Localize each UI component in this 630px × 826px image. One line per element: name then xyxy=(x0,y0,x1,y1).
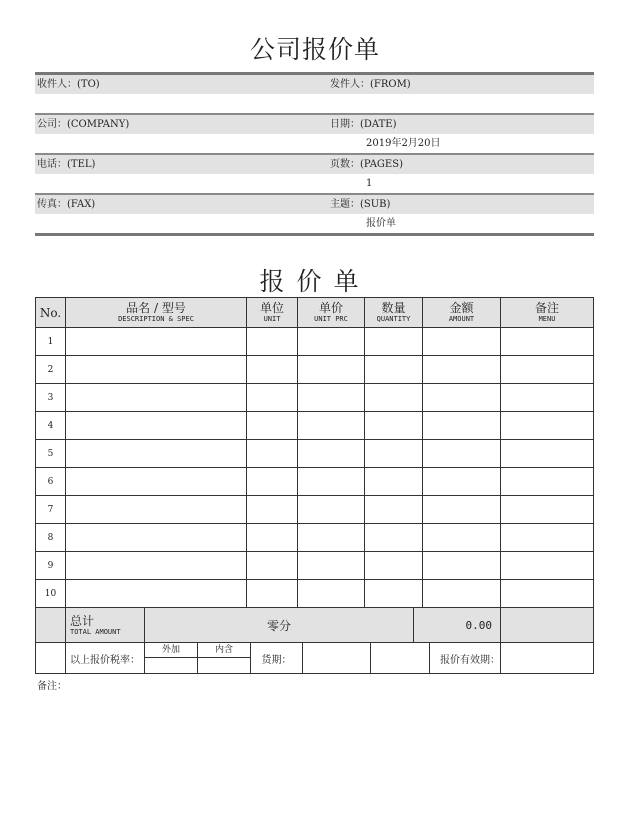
cell-unit-price[interactable] xyxy=(298,356,365,384)
row-number: 7 xyxy=(36,496,66,524)
cell-remark[interactable] xyxy=(501,580,594,608)
cell-amount[interactable] xyxy=(423,580,501,608)
cell-unit[interactable] xyxy=(247,328,298,356)
cell-remark[interactable] xyxy=(501,524,594,552)
cell-quantity[interactable] xyxy=(365,496,423,524)
cell-unit-price[interactable] xyxy=(298,580,365,608)
table-row xyxy=(36,496,594,524)
cell-quantity[interactable] xyxy=(365,468,423,496)
tax-included-value[interactable] xyxy=(197,658,250,673)
cell-unit[interactable] xyxy=(247,468,298,496)
terms-row xyxy=(36,643,594,674)
cell-amount[interactable] xyxy=(423,356,501,384)
validity-label: 报价有效期： xyxy=(429,643,500,673)
cell-remark[interactable] xyxy=(501,356,594,384)
to-label: 收件人：(TO) xyxy=(37,79,100,90)
cell-remark[interactable] xyxy=(501,412,594,440)
cell-quantity[interactable] xyxy=(365,356,423,384)
row-number: 2 xyxy=(36,356,66,384)
header-amount: 金额 AMOUNT xyxy=(423,298,501,328)
total-remark-cell[interactable] xyxy=(501,608,594,643)
cell-amount[interactable] xyxy=(423,412,501,440)
header-no: No. xyxy=(36,298,66,328)
info-row-to-from xyxy=(35,75,594,94)
table-row xyxy=(36,328,594,356)
cell-description[interactable] xyxy=(66,412,247,440)
cell-quantity[interactable] xyxy=(365,552,423,580)
info-row-sub-value xyxy=(35,214,594,233)
cell-remark[interactable] xyxy=(501,440,594,468)
table-header-row xyxy=(36,298,594,328)
row-number: 8 xyxy=(36,524,66,552)
header-description: 品名 / 型号 DESCRIPTION & SPEC xyxy=(66,298,247,328)
validity-value[interactable] xyxy=(501,643,594,674)
info-row-company-date xyxy=(35,113,594,134)
header-quantity: 数量 QUANTITY xyxy=(365,298,423,328)
tax-label: 以上报价税率： xyxy=(70,654,140,666)
info-row-date-value xyxy=(35,134,594,153)
cell-description[interactable] xyxy=(66,328,247,356)
info-bottom-divider xyxy=(35,233,594,236)
cell-unit[interactable] xyxy=(247,384,298,412)
cell-remark[interactable] xyxy=(501,552,594,580)
header-unit-price: 单价 UNIT PRC xyxy=(298,298,365,328)
cell-unit[interactable] xyxy=(247,496,298,524)
cell-description[interactable] xyxy=(66,356,247,384)
cell-description[interactable] xyxy=(66,384,247,412)
cell-unit-price[interactable] xyxy=(298,524,365,552)
table-row xyxy=(36,524,594,552)
cell-unit-price[interactable] xyxy=(298,328,365,356)
row-number: 9 xyxy=(36,552,66,580)
cell-remark[interactable] xyxy=(501,496,594,524)
total-amount: 0.00 xyxy=(413,608,500,642)
row-number: 5 xyxy=(36,440,66,468)
cell-quantity[interactable] xyxy=(365,328,423,356)
row-number: 10 xyxy=(36,580,66,608)
cell-unit[interactable] xyxy=(247,412,298,440)
row-number: 3 xyxy=(36,384,66,412)
sub-label: 主题：(SUB) xyxy=(330,199,391,210)
pages-label: 页数：(PAGES) xyxy=(330,159,403,170)
row-number: 1 xyxy=(36,328,66,356)
sub-value: 报价单 xyxy=(366,218,396,229)
cell-amount[interactable] xyxy=(423,384,501,412)
quote-table xyxy=(35,297,594,674)
table-row xyxy=(36,580,594,608)
cell-unit-price[interactable] xyxy=(298,552,365,580)
cell-description[interactable] xyxy=(66,440,247,468)
cell-unit-price[interactable] xyxy=(298,496,365,524)
cell-unit[interactable] xyxy=(247,356,298,384)
cell-remark[interactable] xyxy=(501,328,594,356)
tax-extra[interactable]: 外加 xyxy=(161,645,180,655)
cell-amount[interactable] xyxy=(423,328,501,356)
cell-unit-price[interactable] xyxy=(298,412,365,440)
cell-description[interactable] xyxy=(66,468,247,496)
cell-description[interactable] xyxy=(66,580,247,608)
fax-label: 传真：(FAX) xyxy=(37,199,96,210)
header-remark: 备注 MENU xyxy=(501,298,594,328)
cell-amount[interactable] xyxy=(423,524,501,552)
remark-label: 备注： xyxy=(37,681,67,692)
cell-description[interactable] xyxy=(66,524,247,552)
sheet-title: 报价单 xyxy=(259,267,371,296)
cell-amount[interactable] xyxy=(423,496,501,524)
cell-unit-price[interactable] xyxy=(298,468,365,496)
cell-remark[interactable] xyxy=(501,384,594,412)
cell-amount[interactable] xyxy=(423,552,501,580)
delivery-value[interactable] xyxy=(302,643,370,673)
cell-description[interactable] xyxy=(66,552,247,580)
cell-unit-price[interactable] xyxy=(298,384,365,412)
cell-unit-price[interactable] xyxy=(298,440,365,468)
table-row xyxy=(36,384,594,412)
info-row-fax-sub xyxy=(35,193,594,214)
table-row xyxy=(36,468,594,496)
table-row xyxy=(36,440,594,468)
terms-blank xyxy=(370,643,429,673)
cell-unit[interactable] xyxy=(247,580,298,608)
cell-amount[interactable] xyxy=(423,440,501,468)
cell-remark[interactable] xyxy=(501,468,594,496)
cell-quantity[interactable] xyxy=(365,580,423,608)
cell-quantity[interactable] xyxy=(365,524,423,552)
page-title: 公司报价单 xyxy=(249,35,380,64)
cell-quantity[interactable] xyxy=(365,384,423,412)
company-label: 公司：(COMPANY) xyxy=(37,119,130,130)
cell-description[interactable] xyxy=(66,496,247,524)
table-row xyxy=(36,412,594,440)
row-number: 6 xyxy=(36,468,66,496)
info-row-blank xyxy=(35,94,594,113)
row-number: 4 xyxy=(36,412,66,440)
cell-unit[interactable] xyxy=(247,552,298,580)
date-value: 2019年2月20日 xyxy=(366,138,441,149)
tax-included[interactable]: 内含 xyxy=(197,643,250,657)
table-row xyxy=(36,552,594,580)
cell-quantity[interactable] xyxy=(365,412,423,440)
total-capital: 零分 xyxy=(266,618,291,633)
pages-value: 1 xyxy=(366,178,373,189)
info-row-pages-value xyxy=(35,174,594,193)
table-row xyxy=(36,356,594,384)
delivery-label: 货期： xyxy=(250,643,302,673)
date-label: 日期：(DATE) xyxy=(330,119,397,130)
cell-amount[interactable] xyxy=(423,468,501,496)
tax-extra-value[interactable] xyxy=(145,658,197,673)
from-label: 发件人：(FROM) xyxy=(330,79,411,90)
cell-quantity[interactable] xyxy=(365,440,423,468)
info-row-tel-pages xyxy=(35,153,594,174)
cell-unit[interactable] xyxy=(247,524,298,552)
total-label: 总计 TOTAL AMOUNT xyxy=(66,608,145,642)
header-unit: 单位 UNIT xyxy=(247,298,298,328)
cell-unit[interactable] xyxy=(247,440,298,468)
tel-label: 电话：(TEL) xyxy=(37,159,96,170)
total-row xyxy=(36,608,594,643)
tax-options xyxy=(144,643,250,673)
